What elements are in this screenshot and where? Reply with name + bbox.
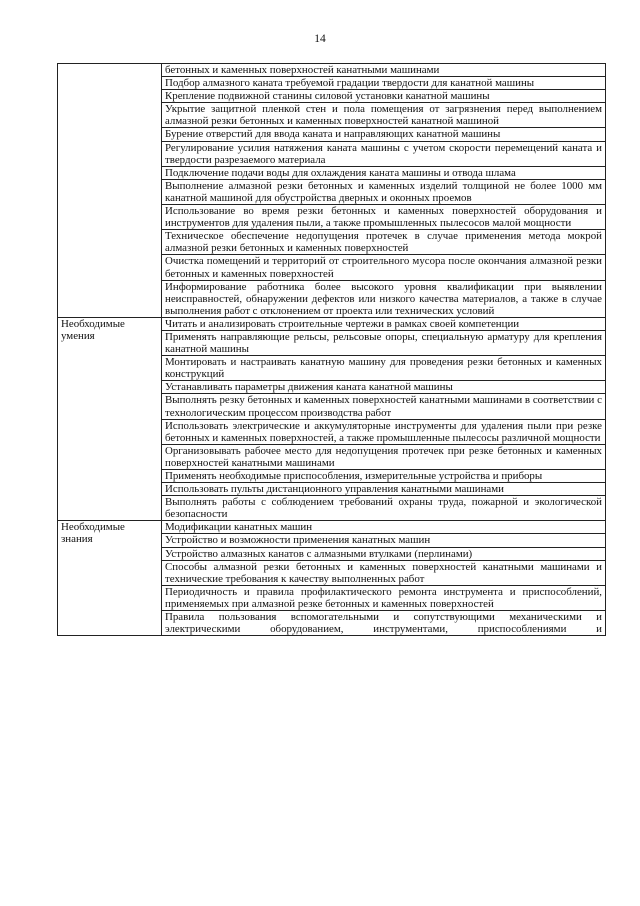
list-item: Устанавливать параметры движения каната канатной машины xyxy=(162,381,606,394)
list-item: Техническое обеспечение недопущения протечек в случае применения метода мокрой алмазной резки бетонных и каменных поверхностей xyxy=(162,230,606,255)
list-item: Выполнять резку бетонных и каменных поверхностей канатными машинами в соответствии с технологическим процессом производства работ xyxy=(162,394,606,419)
list-item: Подбор алмазного каната требуемой градации твердости для канатной машины xyxy=(162,77,606,90)
list-item: Подключение подачи воды для охлаждения каната машины и отвода шлама xyxy=(162,166,606,179)
list-item: Применять направляющие рельсы, рельсовые опоры, специальную арматуру для крепления канатной машины xyxy=(162,330,606,355)
list-item: Использовать пульты дистанционного управления канатными машинами xyxy=(162,483,606,496)
list-item: Крепление подвижной станины силовой установки канатной машины xyxy=(162,90,606,103)
list-item: Периодичность и правила профилактического ремонта инструмента и приспособлений, применяемых при алмазной резке бетонных и каменных поверхностей xyxy=(162,585,606,610)
list-item: Регулирование усилия натяжения каната машины с учетом скорости перемещений каната и твердости разрезаемого материала xyxy=(162,141,606,166)
list-item: бетонных и каменных поверхностей канатными машинами xyxy=(162,64,606,77)
list-item: Правила пользования вспомогательными и сопутствующими механическими и электрическими оборудованием, инструментами, приспособлениями и xyxy=(162,611,606,636)
list-item: Устройство и возможности применения канатных машин xyxy=(162,534,606,547)
list-item: Читать и анализировать строительные чертежи в рамках своей компетенции xyxy=(162,317,606,330)
section-label-skills: Необходимые умения xyxy=(58,317,162,521)
section-label-knowledge: Необходимые знания xyxy=(58,521,162,636)
list-item: Использовать электрические и аккумуляторные инструменты для удаления пыли при резке бетонных и каменных поверхностей, а также промышленные пылесосы различной мощности xyxy=(162,419,606,444)
table-row xyxy=(58,64,606,77)
list-item: Модификации канатных машин xyxy=(162,521,606,534)
list-item: Способы алмазной резки бетонных и каменных поверхностей канатными машинами и технические требования к качеству выполненных работ xyxy=(162,560,606,585)
list-item: Очистка помещений и территорий от строительного мусора после окончания алмазной резки бетонных и каменных поверхностей xyxy=(162,255,606,280)
list-item: Использование во время резки бетонных и каменных поверхностей оборудования и инструментов для удаления пыли, а также промышленных пылесосов малой мощности xyxy=(162,205,606,230)
list-item: Монтировать и настраивать канатную машину для проведения резки бетонных и каменных конструкций xyxy=(162,356,606,381)
list-item: Устройство алмазных канатов с алмазными втулками (перлинами) xyxy=(162,547,606,560)
list-item: Бурение отверстий для ввода каната и направляющих канатной машины xyxy=(162,128,606,141)
page-number: 14 xyxy=(314,33,326,45)
list-item: Укрытие защитной пленкой стен и пола помещения от загрязнения перед выполнением алмазной резки бетонных и каменных поверхностей канатной машиной xyxy=(162,103,606,128)
list-item: Организовывать рабочее место для недопущения протечек при резке бетонных и каменных поверхностей канатными машинами xyxy=(162,444,606,469)
list-item: Информирование работника более высокого уровня квалификации при выявлении неисправностей, обнаружении дефектов или низкого качества материалов, а также в случае выполнения работ с отклонением от проекта или технических условий xyxy=(162,280,606,317)
list-item: Выполнять работы с соблюдением требований охраны труда, пожарной и экологической безопасности xyxy=(162,496,606,521)
requirements-table xyxy=(57,63,606,636)
table-row xyxy=(58,521,606,534)
list-item: Применять необходимые приспособления, измерительные устройства и приборы xyxy=(162,470,606,483)
table-row xyxy=(58,317,606,330)
section-label-labor-actions xyxy=(58,64,162,318)
list-item: Выполнение алмазной резки бетонных и каменных изделий толщиной не более 1000 мм канатной машиной для обустройства дверных и оконных проемов xyxy=(162,179,606,204)
